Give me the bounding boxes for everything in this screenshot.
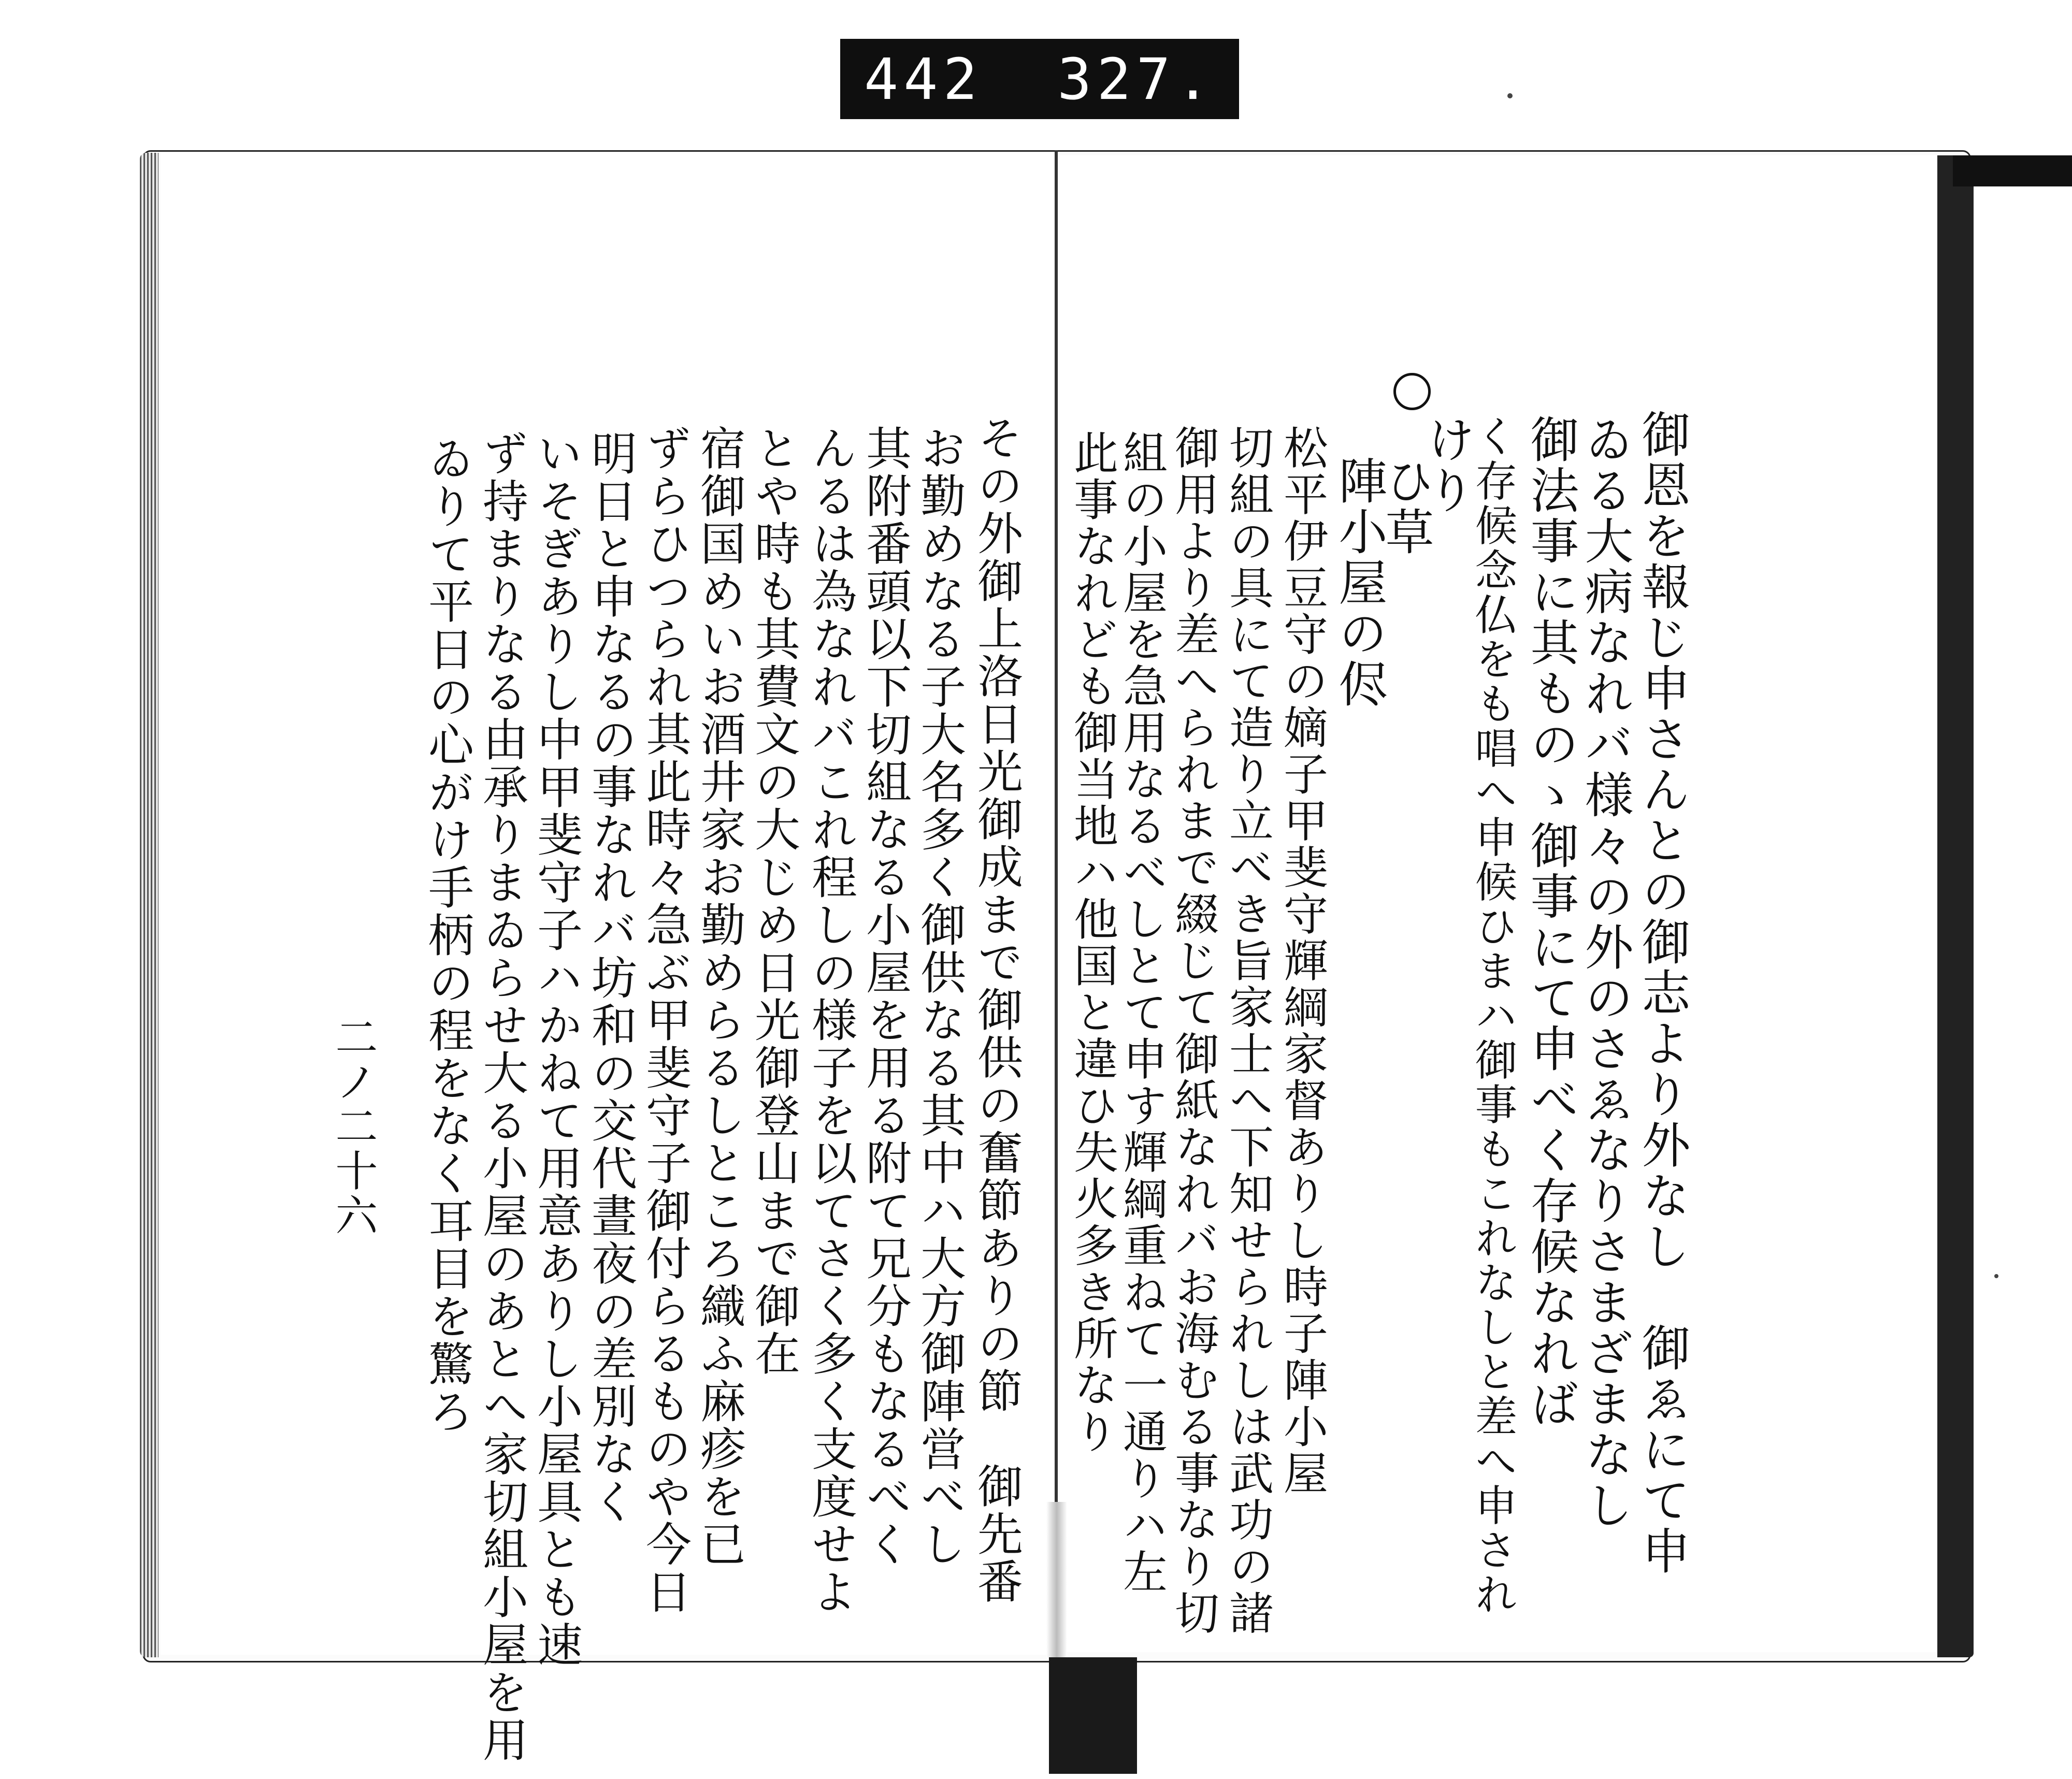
left-page-column-3: 其附番頭以下切組なる小屋を用る附て兄分もなるべく — [859, 425, 912, 1568]
book-gutter — [1055, 150, 1058, 1662]
archive-label — [840, 39, 1239, 119]
label-right-number: 327. — [1057, 46, 1215, 112]
section-circle-mark — [1393, 373, 1431, 410]
right-page-column-6: ひ草 — [1377, 456, 1433, 557]
left-page-column-8: 明日と申なるの事なれバ坊和の交代晝夜の差別なく — [584, 430, 638, 1526]
left-page-column-9: いそぎありし中甲斐守子ハかねて用意ありし小屋具とも速 — [530, 430, 583, 1669]
scan-speck — [1994, 1274, 1998, 1278]
right-page-column-9: 御用より差へられまで綴じて御紙なれバお海むる事なり切 — [1167, 425, 1219, 1637]
right-page-column-4: く存候念仏をも唱へ申候ひまハ御事もこれなしと差へ申され — [1468, 414, 1517, 1617]
left-page-column-2: お勤めなる子大名多く御供なる其中ハ大方御陣営べし — [913, 425, 967, 1568]
book-spine — [1937, 155, 1974, 1657]
right-page-column-3: 御法事に其ものゝ御事にて申べく存候なれば — [1522, 414, 1578, 1429]
right-page-column-5: けり — [1418, 414, 1475, 516]
left-page-column-6: 宿御国めいお酒井家お勤めらるしところ織ふ麻疹を已 — [693, 425, 746, 1568]
right-page-column-7: 松平伊豆守の嫡子甲斐守輝綱家督ありし時子陣小屋 — [1276, 425, 1328, 1497]
gutter-shadow — [1046, 1502, 1067, 1657]
left-page-column-4: んるは為なれバこれ程しの様子を以てさく多く支度せよ — [804, 425, 858, 1616]
right-page-column-10: 組の小屋を急用なるべしとて申す輝綱重ねて一通りハ左 — [1115, 430, 1167, 1595]
page-number: 二ノ二十六 — [328, 1015, 378, 1238]
right-page-heading: 陣小屋の侭 — [1330, 456, 1387, 710]
left-page-column-5: とや時も其費文の大じめ日光御登山まで御在 — [747, 425, 801, 1378]
left-page-column-10: ず持まりなる由承りまゐらせ大る小屋のあとへ家切組小屋を用 — [476, 430, 529, 1764]
right-page-column-1: 御恩を報じ申さんとの御志より外なし 御ゑにて申 — [1633, 409, 1690, 1576]
right-page-column-2: ゐる大病なれバ様々の外のさゑなりさまざまなし — [1576, 414, 1633, 1531]
cover-band — [1953, 155, 2072, 186]
left-page-column-1: その外御上洛日光御成まで御供の奮節ありの節 御先番 — [970, 414, 1024, 1606]
label-left-number: 442 — [864, 46, 983, 112]
book-page-edges — [140, 153, 159, 1657]
left-page-column-7: ずらひつられ其此時々急ぶ甲斐守子御付らるものや今日 — [639, 425, 692, 1616]
right-page-column-11: 此事なれども御当地ハ他国と違ひ失火多き所なり — [1066, 430, 1118, 1455]
left-page-column-11: ゐりて平日の心がけ手柄の程をなく耳目を驚ろ — [421, 435, 474, 1436]
binding-clip — [1049, 1657, 1137, 1774]
scan-speck — [1507, 93, 1513, 98]
right-page-column-8: 切組の具にて造り立べき旨家士へ下知せられしは武功の諸 — [1221, 425, 1273, 1637]
